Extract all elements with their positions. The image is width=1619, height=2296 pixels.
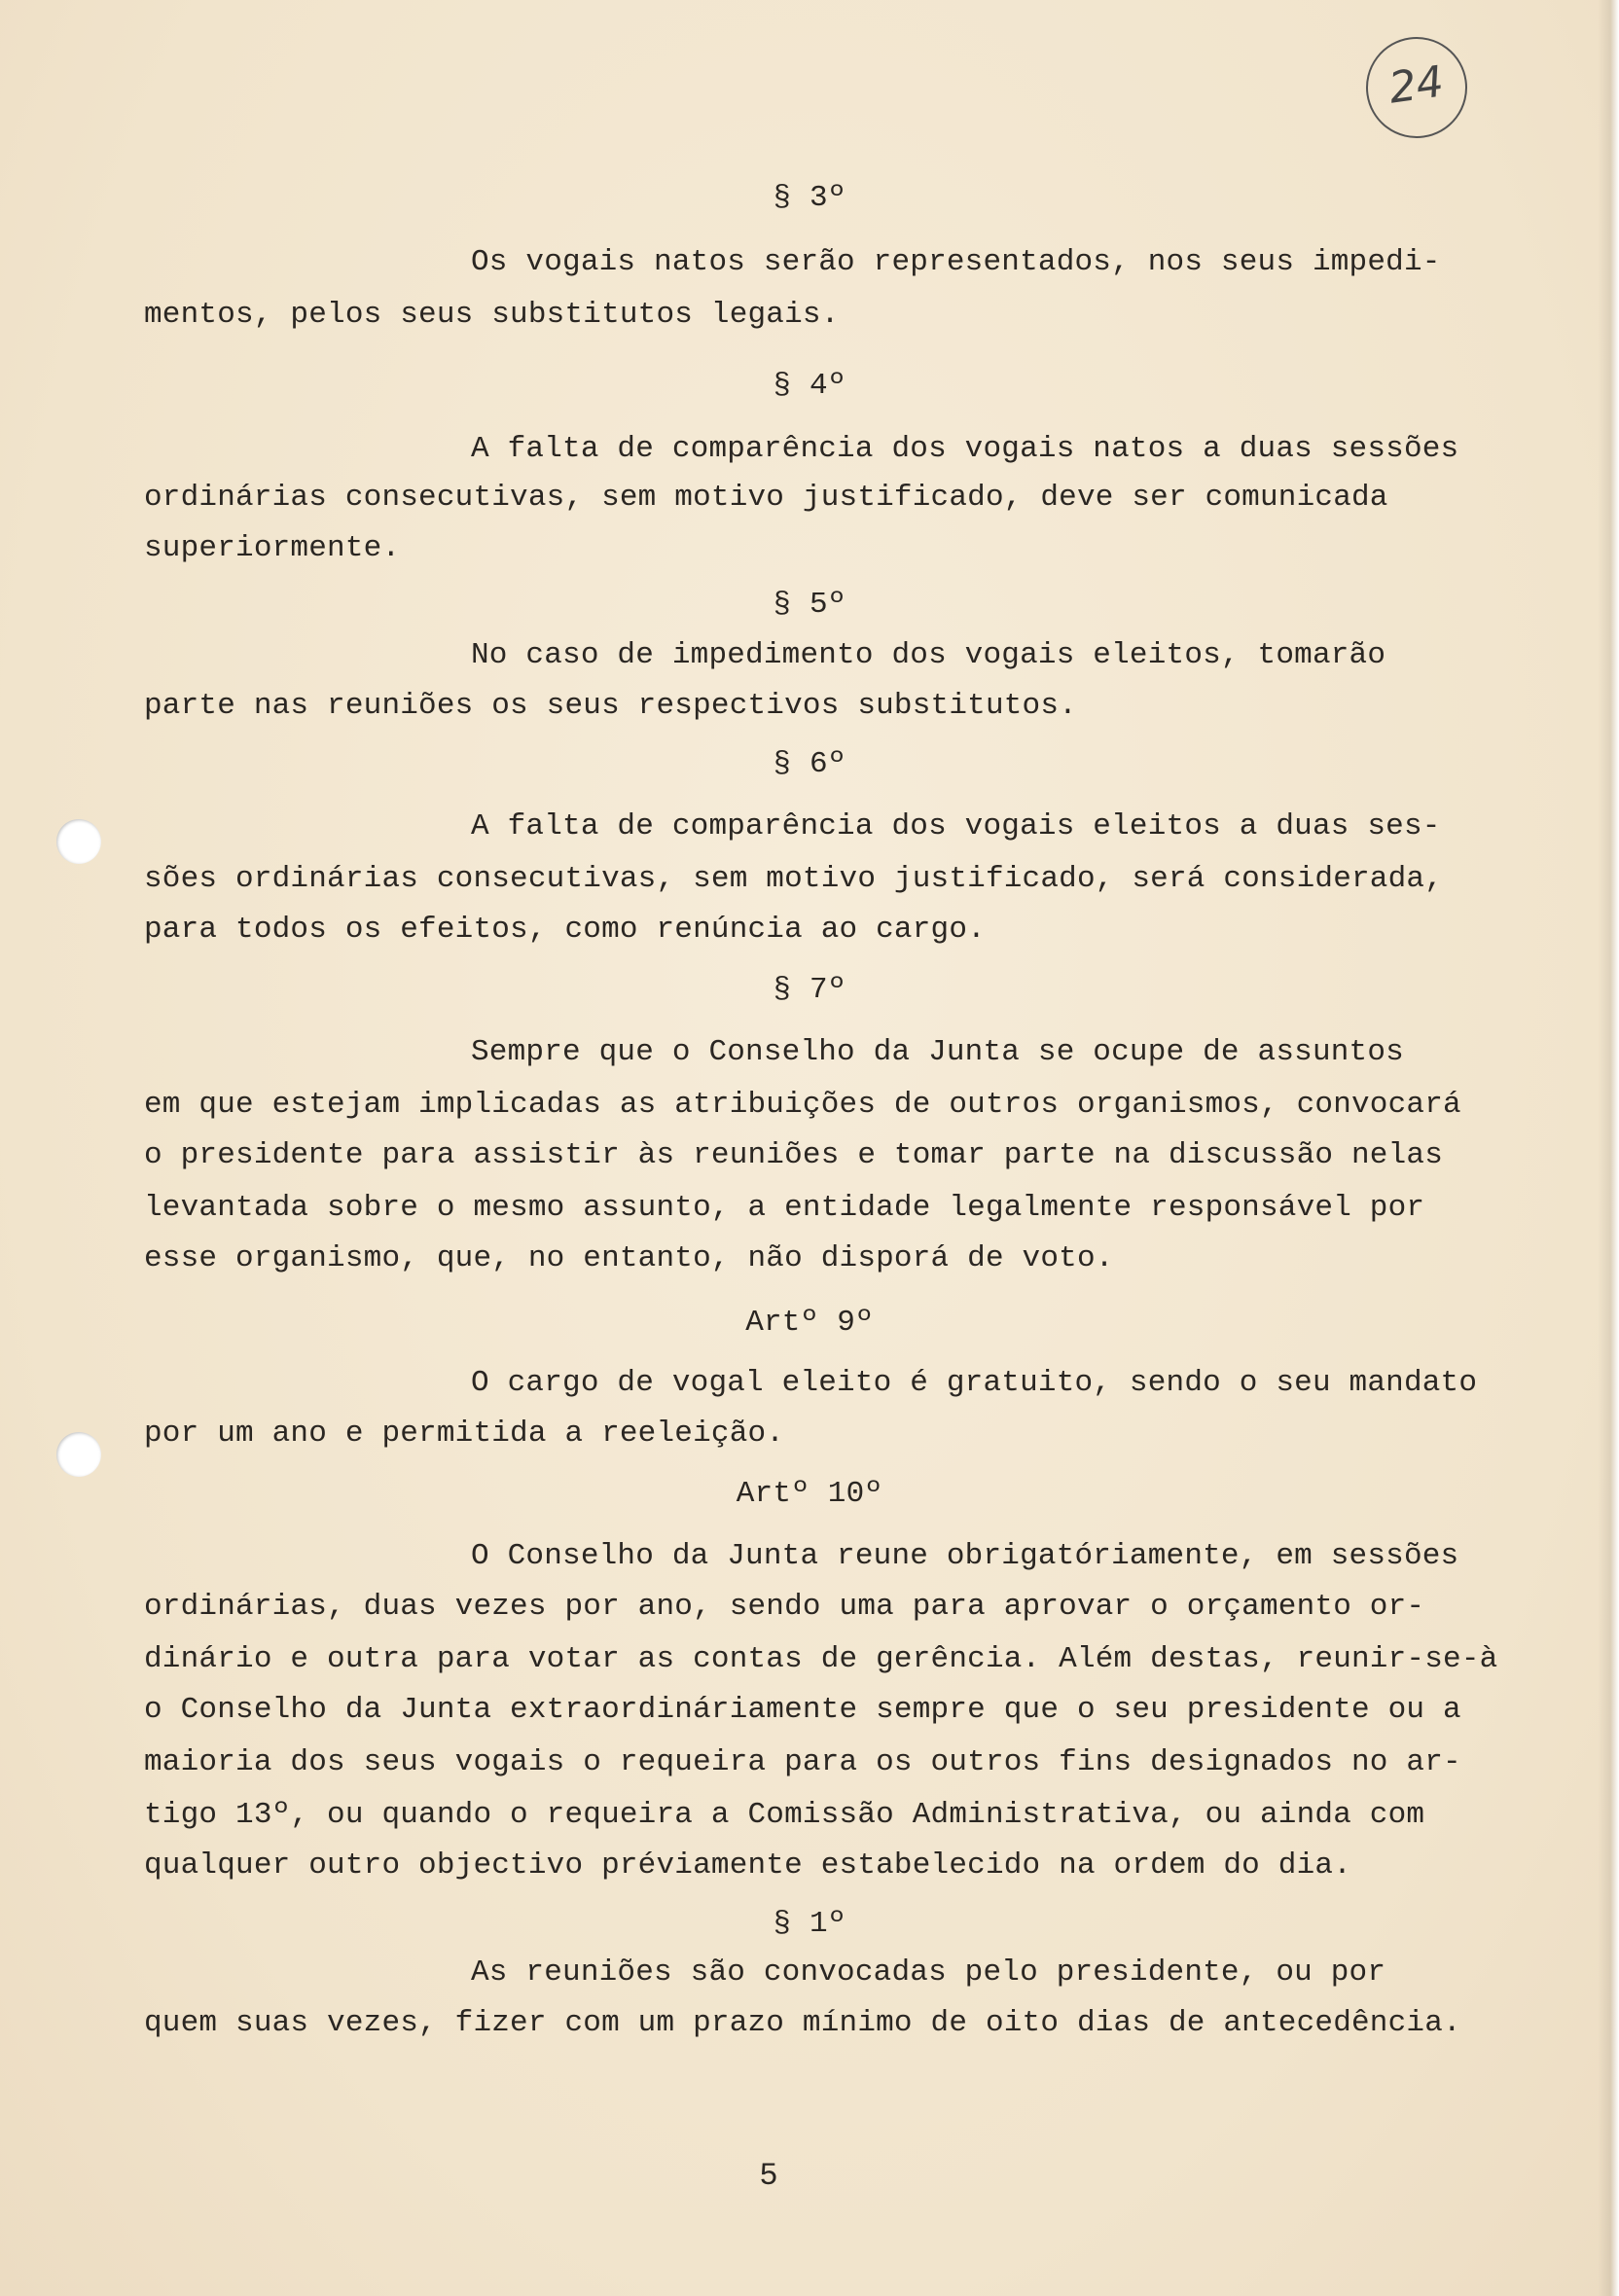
paragraph-line: Os vogais natos serão representados, nos seus impedi- [471,245,1441,279]
paragraph-line: No caso de impedimento dos vogais eleitos, tomarão [471,638,1386,672]
section-heading: § 1º [773,1907,846,1941]
section-heading: § 3º [773,181,846,215]
page-number: 5 [759,2158,778,2194]
paragraph-line: em que estejam implicadas as atribuições de outros organismos, convocará [144,1088,1461,1122]
paragraph-line: superiormente. [144,531,401,565]
paragraph-line: A falta de comparência dos vogais eleitos a duas ses- [471,809,1441,843]
section-heading: § 4º [773,369,846,403]
page-stamp-number: 24 [1385,56,1447,114]
paragraph-line: maioria dos seus vogais o requeira para os outros fins designados no ar- [144,1745,1461,1779]
paragraph-line: o Conselho da Junta extraordináriamente sempre que o seu presidente ou a [144,1693,1461,1727]
paragraph-line: qualquer outro objectivo préviamente estabelecido na ordem do dia. [144,1848,1351,1883]
page-edge [1598,0,1619,2296]
paragraph-line: dinário e outra para votar as contas de gerência. Além destas, reunir-se-à [144,1642,1498,1676]
paragraph-line: O Conselho da Junta reune obrigatóriamente, em sessões [471,1539,1459,1573]
paragraph-line: Sempre que o Conselho da Junta se ocupe de assuntos [471,1035,1404,1069]
punch-hole-bottom [56,1432,101,1477]
article-heading: Artº 9º [745,1306,874,1340]
handwritten-page-stamp [1359,30,1473,144]
paragraph-line: A falta de comparência dos vogais natos a duas sessões [471,432,1459,466]
article-heading: Artº 10º [736,1477,883,1511]
punch-hole-top [56,819,101,864]
section-heading: § 6º [773,747,846,781]
paragraph-line: mentos, pelos seus substitutos legais. [144,298,840,332]
paragraph-line: ordinárias consecutivas, sem motivo justificado, deve ser comunicada [144,481,1388,515]
paragraph-line: para todos os efeitos, como renúncia ao cargo. [144,913,986,947]
paragraph-line: quem suas vezes, fizer com um prazo mínimo de oito dias de antecedência. [144,2006,1461,2040]
paragraph-line: As reuniões são convocadas pelo presidente, ou por [471,1955,1386,1990]
paragraph-line: sões ordinárias consecutivas, sem motivo justificado, será considerada, [144,862,1444,896]
paragraph-line: parte nas reuniões os seus respectivos substitutos. [144,689,1077,723]
section-heading: § 5º [773,588,846,622]
section-heading: § 7º [773,973,846,1007]
paragraph-line: o presidente para assistir às reuniões e tomar parte na discussão nelas [144,1138,1444,1172]
paragraph-line: por um ano e permitida a reeleição. [144,1417,785,1451]
paragraph-line: O cargo de vogal eleito é gratuito, sendo o seu mandato [471,1366,1478,1400]
paragraph-line: ordinárias, duas vezes por ano, sendo uma para aprovar o orçamento or- [144,1590,1425,1624]
paragraph-line: esse organismo, que, no entanto, não disporá de voto. [144,1241,1114,1275]
paragraph-line: levantada sobre o mesmo assunto, a entidade legalmente responsável por [144,1191,1425,1225]
paragraph-line: tigo 13º, ou quando o requeira a Comissão Administrativa, ou ainda com [144,1798,1425,1832]
